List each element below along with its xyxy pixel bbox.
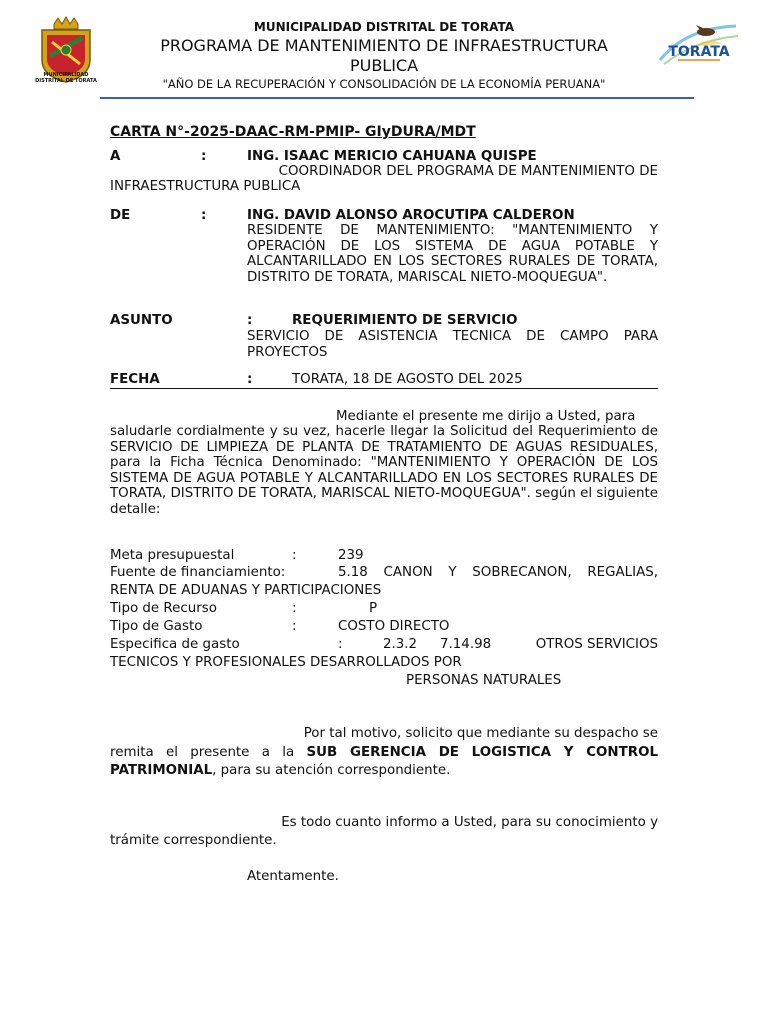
to-role-line2: INFRAESTRUCTURA PUBLICA: [110, 179, 301, 194]
motivo-first-line: Por tal motivo, solicito que mediante su despacho se: [303, 726, 658, 741]
signoff: Atentamente.: [247, 869, 339, 884]
to-colon: :: [201, 149, 207, 164]
date-value: TORATA, 18 DE AGOSTO DEL 2025: [292, 372, 523, 387]
motivo-post: , para su atención correspondiente.: [212, 763, 451, 778]
letter-title: CARTA N°-2025-DAAC-RM-PMIP- GIyDURA/MDT: [110, 124, 476, 140]
especifica-cont2: PERSONAS NATURALES: [406, 673, 562, 688]
fuente-label: Fuente de financiamiento:: [110, 565, 286, 580]
motivo-paragraph: [110, 744, 658, 780]
subject-label: ASUNTO: [110, 313, 173, 328]
meta-colon: :: [292, 548, 297, 563]
program-title: [120, 36, 648, 76]
date-colon: :: [247, 372, 253, 387]
from-name: ING. DAVID ALONSO AROCUTIPA CALDERON: [247, 208, 575, 223]
to-name: ING. ISAAC MERICIO CAHUANA QUISPE: [247, 149, 537, 164]
year-motto: "AÑO DE LA RECUPERACIÓN Y CONSOLIDACIÓN DE LA ECONOMÍA PERUANA": [162, 77, 606, 91]
recurso-label: Tipo de Recurso: [110, 601, 217, 616]
from-label: DE: [110, 208, 131, 223]
municipality-name: MUNICIPALIDAD DISTRITAL DE TORATA: [253, 20, 515, 34]
program-title-line1: PROGRAMA DE MANTENIMIENTO DE INFRAESTRUCTURA: [160, 36, 608, 55]
gasto-value: COSTO DIRECTO: [338, 619, 450, 634]
program-title-line2: PUBLICA: [349, 56, 419, 75]
subject-title: REQUERIMIENTO DE SERVICIO: [292, 313, 518, 328]
date-underline: [110, 388, 658, 389]
header-divider: [100, 97, 694, 99]
especifica-code2: 7.14.98: [440, 637, 492, 652]
gasto-colon: :: [292, 619, 297, 634]
subject-detail: SERVICIO DE ASISTENCIA TECNICA DE CAMPO PARA PROYECTOS: [247, 329, 658, 360]
gasto-label: Tipo de Gasto: [110, 619, 203, 634]
recurso-colon: :: [292, 601, 297, 616]
from-colon: :: [201, 208, 207, 223]
closing-rest: trámite correspondiente.: [110, 833, 277, 848]
right-logo-text: TORATA: [668, 44, 730, 60]
especifica-value: OTROS SERVICIOS: [535, 637, 658, 652]
from-role: RESIDENTE DE MANTENIMIENTO: "MANTENIMIENTO Y OPERACIÓN DE LOS SISTEMA DE AGUA POTABLE Y ALCANTARILLADO EN LOS SECTORES RURALES DE TORATA, DISTRITO DE TORATA, MARISCAL NIETO-MOQUEGUA".: [247, 223, 658, 285]
meta-label: Meta presupuestal: [110, 548, 235, 563]
meta-value: 239: [338, 548, 364, 563]
recurso-value: P: [369, 601, 378, 616]
to-label: A: [110, 149, 121, 164]
intro-first-line: Mediante el presente me dirijo a Usted, para: [336, 409, 636, 424]
motivo-pre: remita el presente a la: [110, 745, 307, 760]
especifica-code1: 2.3.2: [383, 637, 418, 652]
especifica-colon: :: [338, 637, 343, 652]
motivo-recipient: SUB GERENCIA DE LOGISTICA Y CONTROL PATRIMONIAL: [110, 745, 658, 778]
subject-colon: :: [247, 313, 253, 328]
fuente-cont: RENTA DE ADUANAS Y PARTICIPACIONES: [110, 583, 382, 598]
especifica-label: Especifica de gasto: [110, 637, 240, 652]
fuente-value: 5.18 CANON Y SOBRECANON, REGALIAS,: [338, 565, 658, 580]
closing-first-line: Es todo cuanto informo a Usted, para su conocimiento y: [281, 815, 658, 830]
especifica-cont: TECNICOS Y PROFESIONALES DESARROLLADOS POR: [110, 655, 462, 670]
date-label: FECHA: [110, 372, 160, 387]
left-logo-caption: MUNICIPALIDAD DISTRITAL DE TORATA: [35, 72, 97, 84]
intro-paragraph: saludarle cordialmente y su vez, hacerle llegar la Solicitud del Requerimiento de SERVICIO DE LIMPIEZA DE PLANTA DE TRATAMIENTO DE AGUAS RESIDUALES, para la Ficha Técnica Denominado: "MANTENIMIENTO Y OPERACIÓN DE LOS SISTEMA DE AGUA POTABLE Y ALCANTARILLADO EN LOS SECTORES RURALES DE TORATA, DISTRITO DE TORATA, MARISCAL NIETO-MOQUEGUA". según el siguiente detalle:: [110, 424, 658, 517]
to-role-line1: COORDINADOR DEL PROGRAMA DE MANTENIMIENTO DE: [278, 164, 658, 179]
